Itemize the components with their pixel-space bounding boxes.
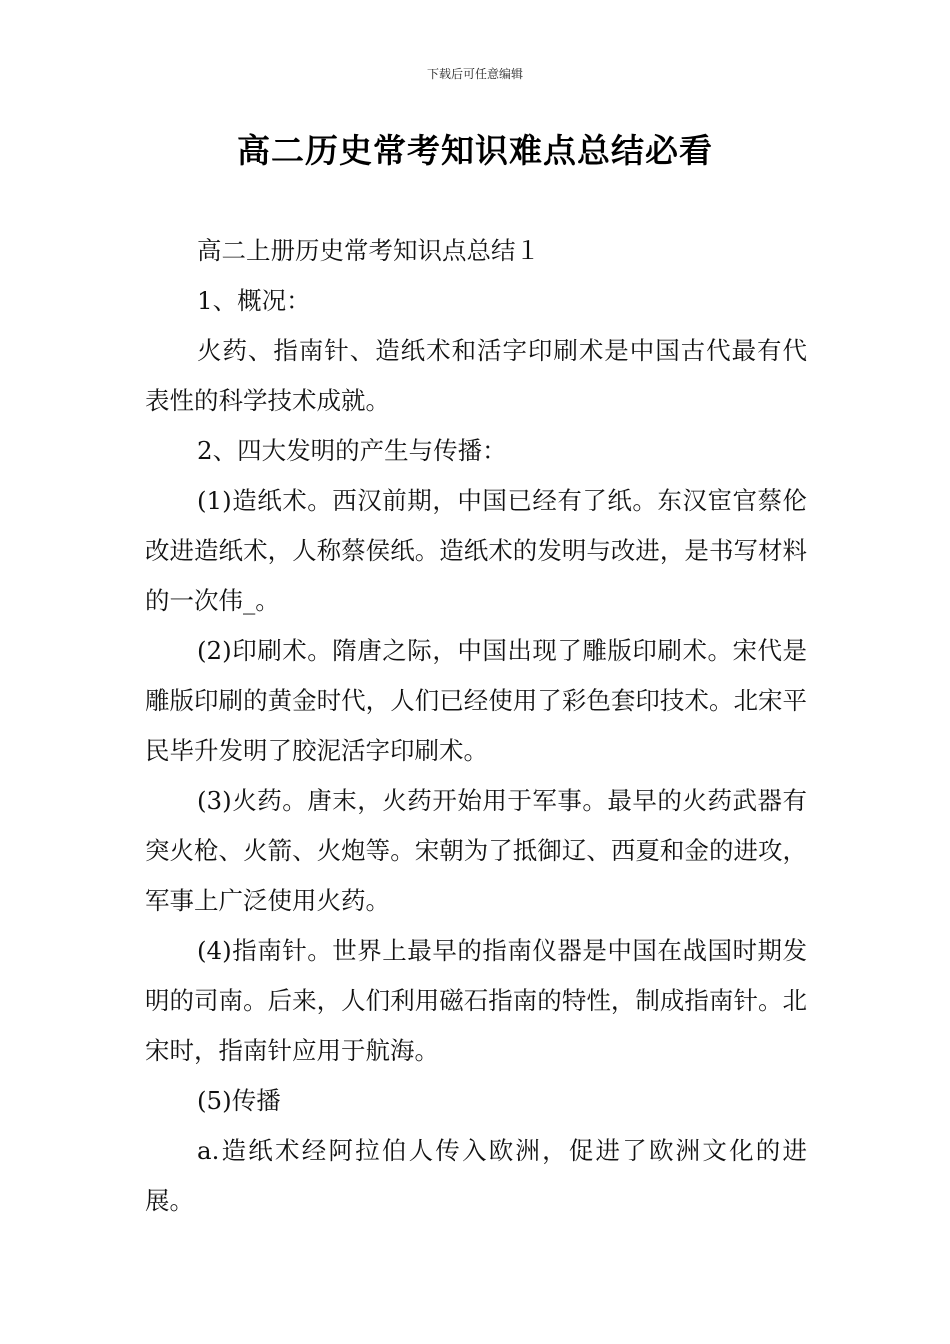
- paragraph-compass: (4)指南针。世界上最早的指南仪器是中国在战国时期发明的司南。后来，人们利用磁石指南的特性，制成指南针。北宋时，指南针应用于航海。: [145, 936, 807, 1065]
- paragraph-overview: 火药、指南针、造纸术和活字印刷术是中国古代最有代表性的科学技术成就。: [145, 336, 807, 415]
- paragraph-subtitle: 高二上册历史常考知识点总结１: [197, 236, 540, 265]
- paragraph-section-1-heading: 1、概况：: [197, 286, 311, 315]
- paragraph-spread-heading: (5)传播: [197, 1086, 281, 1115]
- paragraph-gunpowder: (3)火药。唐末，火药开始用于军事。最早的火药武器有突火枪、火箭、火炮等。宋朝为了抵御辽、西夏和金的进攻，军事上广泛使用火药。: [145, 786, 807, 915]
- header-note: 下载后可任意编辑: [426, 67, 523, 81]
- document-body: [145, 226, 807, 1226]
- paragraph-papermaking: (1)造纸术。西汉前期，中国已经有了纸。东汉宦官蔡伦改进造纸术，人称蔡侯纸。造纸术的发明与改进，是书写材料的一次伟_。: [145, 486, 807, 615]
- document-title: 高二历史常考知识难点总结必看: [237, 131, 713, 170]
- paragraph-section-2-heading: 2、四大发明的产生与传播：: [197, 436, 507, 465]
- paragraph-printing: (2)印刷术。隋唐之际，中国出现了雕版印刷术。宋代是雕版印刷的黄金时代，人们已经使用了彩色套印技术。北宋平民毕升发明了胶泥活字印刷术。: [145, 636, 807, 765]
- paragraph-spread-a: a.造纸术经阿拉伯人传入欧洲，促进了欧洲文化的进展。: [145, 1136, 807, 1215]
